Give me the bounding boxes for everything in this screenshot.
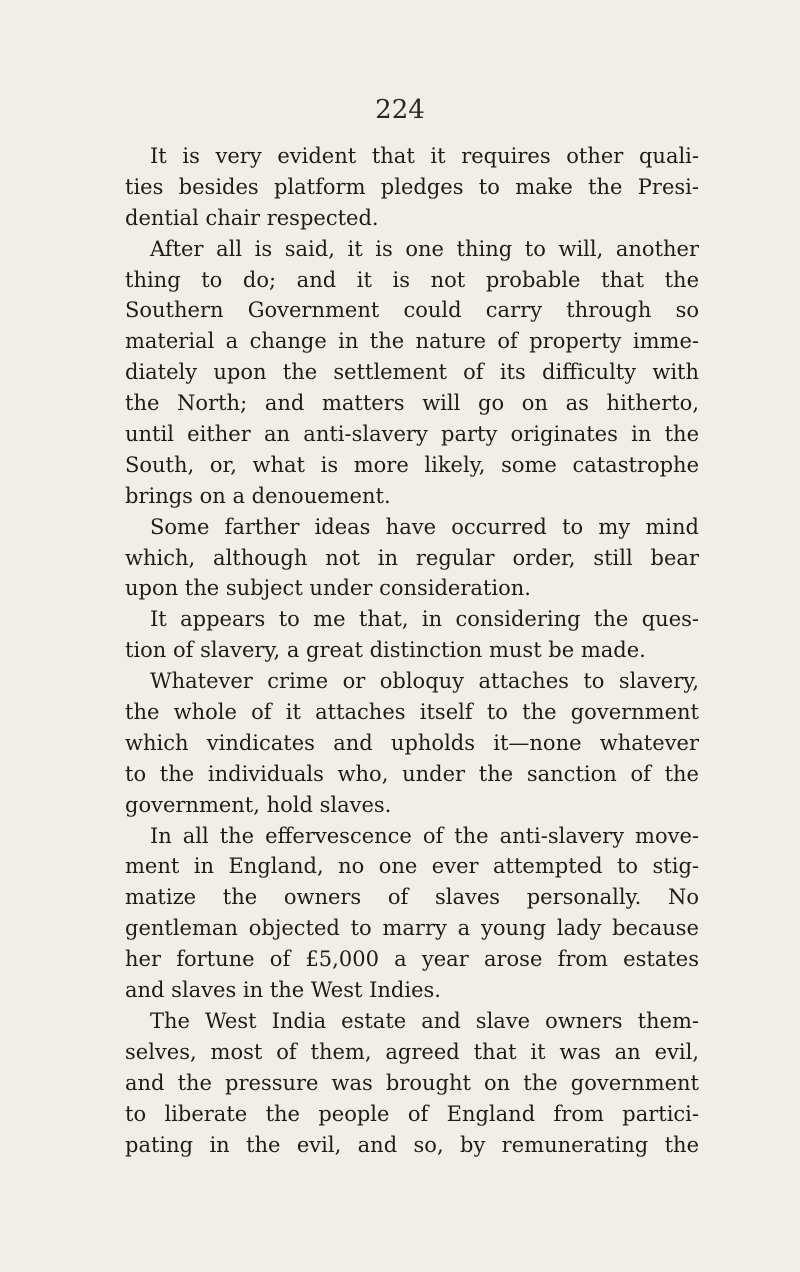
text-line: South, or, what is more likely, some catastrophe: [125, 452, 699, 477]
text-line: Some farther ideas have occurred to my mind: [150, 514, 699, 539]
body-text: [125, 141, 699, 1160]
text-line: her fortune of £5,000 a year arose from estates: [125, 947, 699, 972]
text-line: In all the effervescence of the anti-slavery move-: [150, 823, 699, 848]
text-line: gentleman objected to marry a young lady because: [125, 916, 699, 941]
text-line: selves, most of them, agreed that it was an evil,: [125, 1039, 699, 1064]
text-line: It appears to me that, in considering the ques-: [150, 607, 699, 632]
text-line: to liberate the people of England from partici-: [125, 1101, 699, 1126]
text-line: ment in England, no one ever attempted to stig-: [125, 854, 699, 879]
text-line: The West India estate and slave owners them-: [150, 1008, 699, 1033]
text-line: After all is said, it is one thing to will, another: [150, 236, 699, 261]
text-line: matize the owners of slaves personally. No: [125, 885, 699, 910]
text-line: It is very evident that it requires other quali-: [150, 144, 699, 168]
text-line: and slaves in the West Indies.: [125, 978, 441, 1003]
text-line: thing to do; and it is not probable that the: [125, 267, 699, 292]
text-line: the whole of it attaches itself to the government: [125, 700, 699, 725]
text-line: to the individuals who, under the sanction of the: [125, 761, 699, 786]
page-number: 224: [375, 95, 425, 125]
text-line: Whatever crime or obloquy attaches to slavery,: [150, 669, 699, 694]
text-line: government, hold slaves.: [125, 792, 392, 817]
text-line: material a change in the nature of property imme-: [125, 329, 699, 354]
text-line: tion of slavery, a great distinction must be made.: [125, 638, 646, 663]
text-line: pating in the evil, and so, by remunerating the: [125, 1132, 699, 1157]
text-line: which, although not in regular order, still bear: [125, 545, 699, 570]
text-line: upon the subject under consideration.: [125, 576, 531, 601]
text-line: dential chair respected.: [125, 205, 379, 230]
text-line: the North; and matters will go on as hitherto,: [125, 391, 699, 416]
text-line: and the pressure was brought on the government: [125, 1070, 699, 1095]
text-line: which vindicates and upholds it—none whatever: [125, 730, 699, 755]
text-line: diately upon the settlement of its difficulty with: [125, 360, 699, 385]
text-line: until either an anti-slavery party originates in the: [125, 422, 699, 447]
text-line: brings on a denouement.: [125, 483, 391, 508]
text-line: Southern Government could carry through so: [125, 298, 699, 323]
text-line: ties besides platform pledges to make the Presi-: [125, 174, 699, 199]
